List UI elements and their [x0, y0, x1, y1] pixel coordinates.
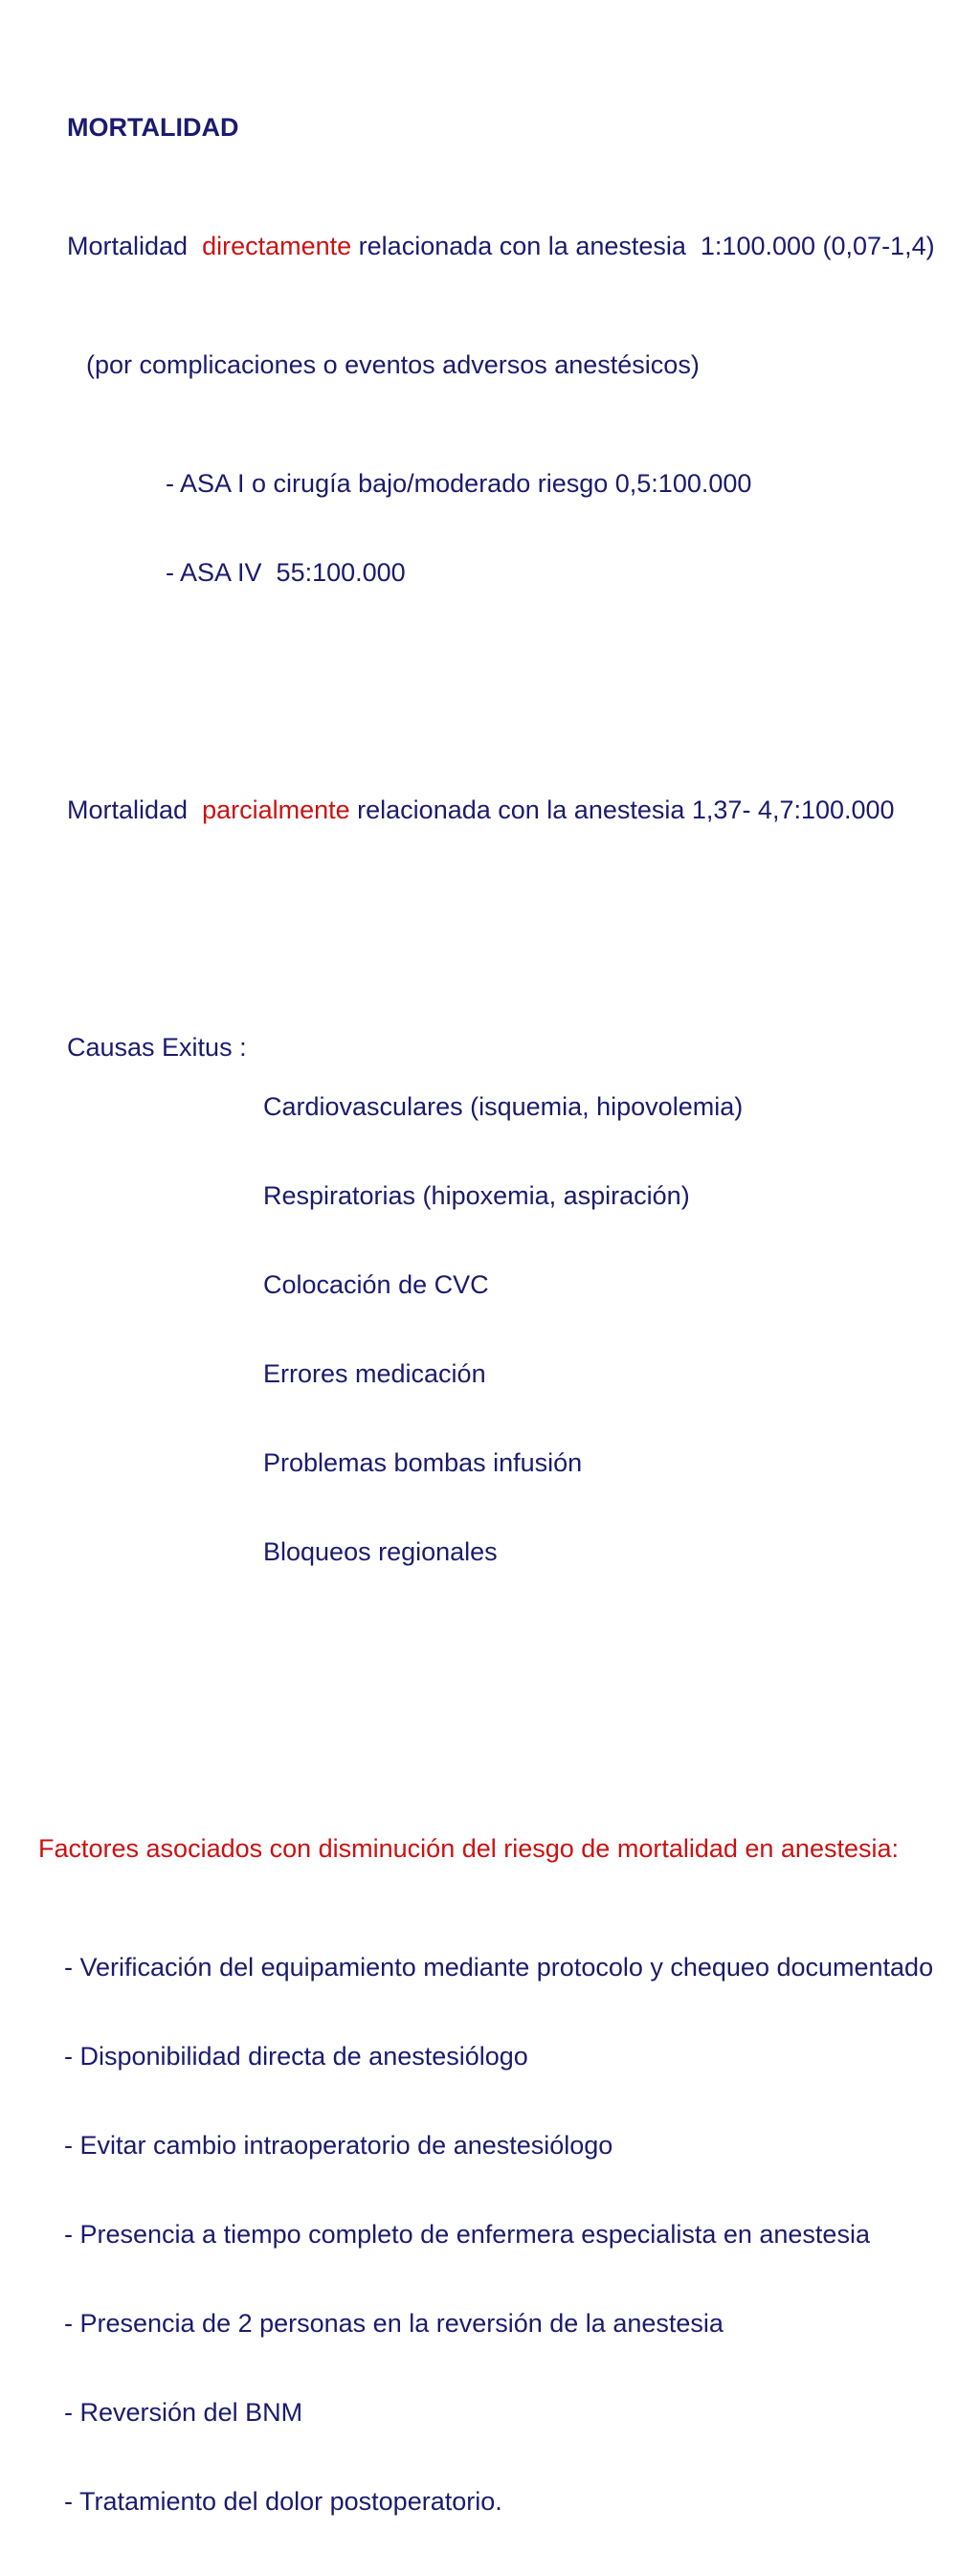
asa-item-1: - ASA I o cirugía bajo/moderado riesgo 0,5:100.000 [166, 469, 752, 498]
causes-list [263, 1033, 743, 1626]
direct-mortality-note: (por complicaciones o eventos adversos anestésicos) [86, 350, 700, 379]
spacer [0, 914, 980, 944]
factor-item: - Reversión del BNM [64, 2398, 303, 2427]
direct-mortality-highlight: directamente [202, 232, 352, 260]
cause-item: Errores medicación [263, 1359, 486, 1388]
spacer [0, 1715, 980, 1745]
factor-item: - Tratamiento del dolor postoperatorio. [64, 2487, 502, 2516]
factor-item: - Verificación del equipamiento mediante protocolo y chequeo documentado [64, 1953, 934, 1982]
partial-mortality-suffix: relacionada con la anestesia 1,37- 4,7:100.000 [349, 795, 895, 824]
direct-mortality-prefix: Mortalidad [67, 232, 203, 260]
partial-mortality-prefix: Mortalidad [67, 795, 203, 824]
factor-item: - Disponibilidad directa de anestesiólogo [64, 2042, 528, 2071]
factor-item: - Presencia a tiempo completo de enfermera especialista en anestesia [64, 2220, 870, 2249]
slide-title: MORTALIDAD [67, 113, 239, 142]
cause-item: Colocación de CVC [263, 1270, 489, 1299]
cause-item: Respiratorias (hipoxemia, aspiración) [263, 1181, 690, 1210]
spacer [0, 677, 980, 706]
factors-heading: Factores asociados con disminución del riesgo de mortalidad en anestesia: [38, 1834, 900, 1863]
causes-label: Causas Exitus : [67, 1033, 247, 1062]
direct-mortality-suffix: relacionada con la anestesia 1:100.000 (0,07-1,4) [351, 232, 935, 260]
factor-item: - Presencia de 2 personas en la reversión de la anestesia [64, 2309, 724, 2338]
cause-item: Cardiovasculares (isquemia, hipovolemia) [263, 1092, 744, 1121]
causes-block [67, 1033, 980, 1626]
factor-item: - Evitar cambio intraoperatorio de anestesiólogo [64, 2131, 613, 2160]
cause-item: Problemas bombas infusión [263, 1448, 583, 1477]
direct-mortality-line [67, 232, 980, 261]
cause-item: Bloqueos regionales [263, 1537, 498, 1566]
partial-mortality-line [67, 795, 980, 825]
partial-mortality-highlight: parcialmente [202, 795, 350, 824]
asa-item-2: - ASA IV 55:100.000 [166, 558, 406, 587]
